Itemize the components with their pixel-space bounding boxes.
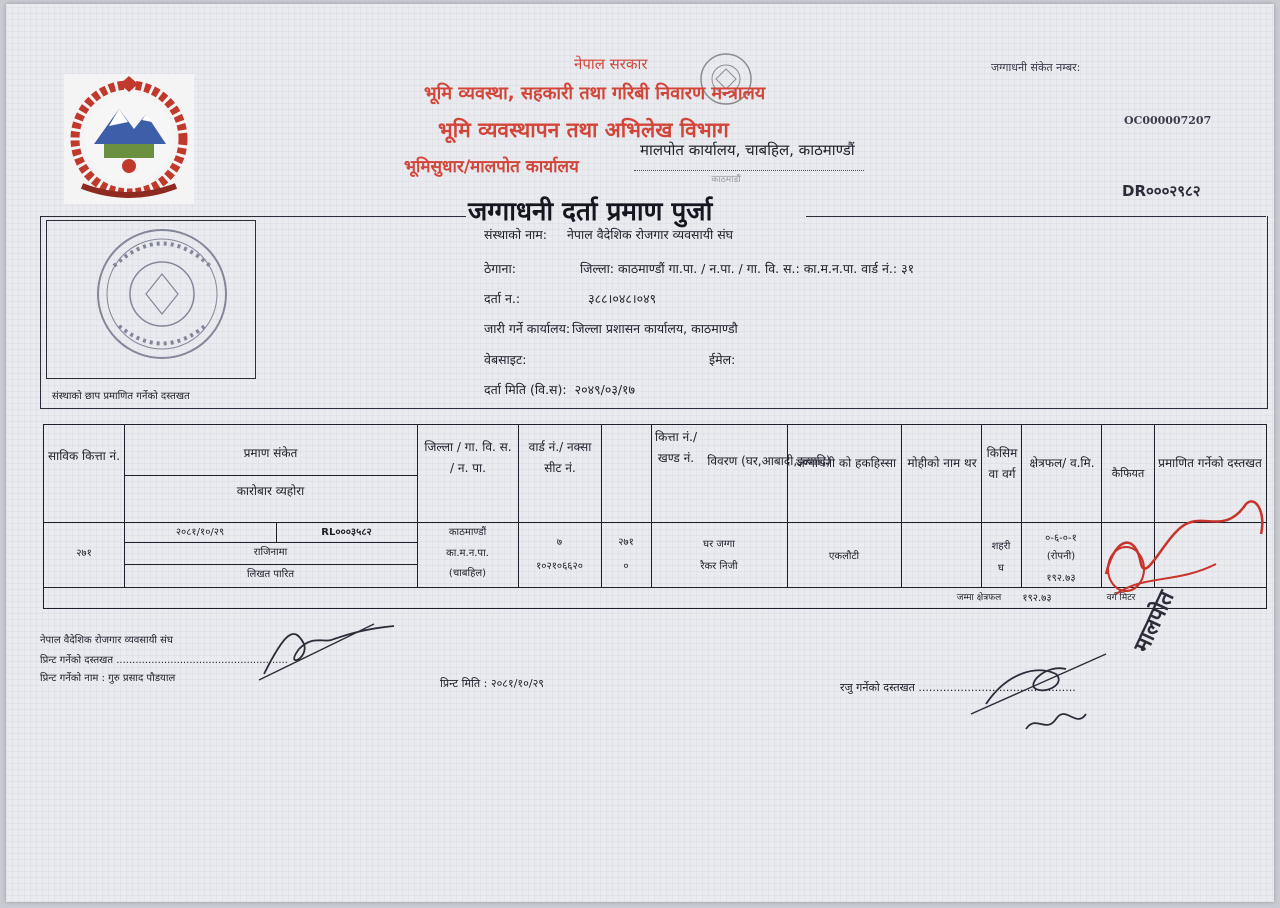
table-rule bbox=[124, 542, 417, 543]
cell-ownership: एकलौटी bbox=[828, 551, 860, 562]
department-label: भूमि व्यवस्थापन तथा अभिलेख विभाग bbox=[438, 118, 729, 142]
cell-area-sqm: १९२.७३ bbox=[1046, 573, 1076, 584]
org-date-row bbox=[484, 381, 635, 398]
org-date-value: २०४९/०३/१७ bbox=[574, 382, 636, 397]
nepal-emblem-icon bbox=[64, 74, 194, 204]
org-email-row bbox=[709, 351, 735, 368]
header-district: जिल्ला / गा. वि. स. / न. पा. bbox=[424, 440, 512, 475]
cell-locality: (चाबहिल) bbox=[448, 568, 487, 579]
cell-written: लिखत पारित bbox=[246, 569, 295, 580]
page-title: जग्गाधनी दर्ता प्रमाण पुर्जा bbox=[468, 197, 713, 227]
cell-date: २०८१/१०/२९ bbox=[175, 527, 225, 538]
registrar-sign-text: रजु गर्नेको दस्तखत bbox=[840, 681, 915, 694]
org-website-label: वेबसाइट: bbox=[484, 352, 527, 367]
table-divider bbox=[417, 425, 418, 587]
cell-municipality: का.म.न.पा. bbox=[446, 548, 489, 559]
cell-kitta: २७१ bbox=[618, 537, 634, 548]
header-ownership: जग्गाधनी को हकहिस्सा bbox=[795, 456, 897, 470]
printer-signature-icon bbox=[254, 614, 404, 686]
org-reg-row bbox=[484, 290, 656, 307]
org-issuing-value: जिल्ला प्रशासन कार्यालय, काठमाण्डौ bbox=[572, 321, 738, 336]
cell-description2: रैकर निजी bbox=[700, 561, 738, 572]
print-date: प्रिन्ट मिति : २०८१/१०/२९ bbox=[440, 677, 545, 690]
total-unit: वर्ग मिटर bbox=[1106, 593, 1136, 603]
header-karobar: कारोबार व्यहोरा bbox=[236, 484, 305, 498]
organization-box-border bbox=[40, 216, 466, 217]
ministry-label: भूमि व्यवस्था, सहकारी तथा गरिबी निवारण मन्त्रालय bbox=[424, 83, 766, 104]
cell-khanda: ० bbox=[623, 561, 629, 572]
dr-number: DR०००२९८२ bbox=[1122, 182, 1201, 200]
header-type: किसिम वा वर्ग bbox=[986, 446, 1018, 481]
cell-area-unit: (रोपनी) bbox=[1046, 551, 1076, 562]
cell-type: शहरी bbox=[991, 541, 1011, 552]
seal-text: काठमाडौं bbox=[711, 175, 741, 185]
table-divider bbox=[901, 425, 902, 587]
cell-class: घ bbox=[998, 563, 1004, 574]
office-divider bbox=[634, 170, 864, 171]
cell-area-ropani: ०-६-०-१ bbox=[1045, 533, 1077, 544]
org-email-label: ईमेल: bbox=[709, 352, 736, 367]
registrar-sign-label: रजु गर्नेको दस्तखत ............................................. bbox=[840, 681, 1076, 694]
certificate-number-label: जग्गाधनी संकेत नम्बर: bbox=[991, 61, 1081, 74]
total-label: जम्मा क्षेत्रफल bbox=[956, 593, 1002, 603]
header-area: क्षेत्रफल/ व.मि. bbox=[1029, 456, 1095, 470]
land-record-table bbox=[43, 424, 1267, 609]
table-rule bbox=[124, 475, 417, 476]
header-description: विवरण (घर,आबादी,इत्यादि) bbox=[707, 454, 831, 468]
header-remarks: कैफियत bbox=[1111, 467, 1145, 480]
org-reg-value: ३८८।०४८।०४९ bbox=[588, 291, 657, 306]
org-date-label: दर्ता मिति (वि.स): bbox=[484, 382, 567, 397]
table-rule bbox=[124, 564, 417, 565]
total-value: १९२.७३ bbox=[1022, 593, 1052, 604]
table-rule bbox=[44, 522, 1266, 523]
organization-stamp-icon bbox=[94, 226, 230, 362]
attestor-signature-icon bbox=[1096, 474, 1276, 614]
printer-sign-label: प्रिन्ट गर्नेको दस्तखत ...................................................... bbox=[40, 655, 288, 666]
cell-rl-code: RL०००३५८२ bbox=[321, 527, 372, 538]
malpot-stamp-text: मालपोत bbox=[1129, 587, 1180, 657]
printer-sign-text: प्रिन्ट गर्नेको दस्तखत bbox=[40, 655, 114, 666]
registrar-signature-icon bbox=[966, 634, 1116, 744]
organization-box-border bbox=[806, 216, 1266, 217]
stamp-caption: संस्थाको छाप प्रमाणित गर्नेको दस्तखत bbox=[52, 391, 190, 402]
header-ward: वार्ड नं./ नक्सा सीट नं. bbox=[528, 440, 592, 475]
org-issuing-label: जारी गर्ने कार्यालय: bbox=[484, 321, 571, 336]
cell-ward: ७ bbox=[556, 537, 563, 548]
cell-description: घर जग्गा bbox=[703, 539, 735, 550]
org-website-row bbox=[484, 351, 526, 368]
cell-transaction: राजिनामा bbox=[253, 547, 288, 558]
oc-number: OC000007207 bbox=[1124, 114, 1212, 127]
org-address-row bbox=[484, 260, 914, 277]
header-attestor: प्रमाणित गर्नेको दस्तखत bbox=[1158, 456, 1262, 470]
org-address-label: ठेगाना: bbox=[484, 261, 516, 276]
cell-old-kitta: २७१ bbox=[76, 548, 92, 559]
header-pramaan-sanket: प्रमाण संकेत bbox=[243, 446, 298, 460]
office-location: मालपोत कार्यालय, चाबहिल, काठमाण्डौं bbox=[640, 141, 855, 159]
table-rule bbox=[44, 587, 1266, 588]
header-kitta: कित्ता नं./ खण्ड नं. bbox=[654, 430, 698, 465]
org-name-row bbox=[484, 226, 733, 243]
office-label: भूमिसुधार/मालपोत कार्यालय bbox=[404, 157, 579, 177]
org-address-value: जिल्ला: काठमाण्डौं गा.पा. / न.पा. / गा. वि. स.: का.म.न.पा. वार्ड नं.: ३१ bbox=[579, 261, 915, 276]
printer-name-label: प्रिन्ट गर्नेको नाम : गुरु प्रसाद पौडयाल bbox=[40, 673, 176, 684]
footer-org-name: नेपाल वैदेशिक रोजगार व्यवसायी संघ bbox=[40, 635, 173, 646]
header-old-kitta: साविक कित्ता नं. bbox=[47, 449, 121, 463]
org-reg-label: दर्ता न.: bbox=[484, 291, 521, 306]
certificate-paper bbox=[6, 4, 1274, 902]
header-tenant: मोहीको नाम थर bbox=[907, 456, 977, 470]
cell-district: काठमाण्डौं bbox=[448, 527, 487, 538]
government-label: नेपाल सरकार bbox=[574, 55, 648, 73]
org-issuing-row bbox=[484, 320, 738, 337]
org-name-label: संस्थाको नाम: bbox=[484, 227, 547, 242]
org-name-value: नेपाल वैदेशिक रोजगार व्यवसायी संघ bbox=[566, 227, 734, 242]
cell-map-sheet: १०२१०६६२० bbox=[536, 561, 583, 572]
